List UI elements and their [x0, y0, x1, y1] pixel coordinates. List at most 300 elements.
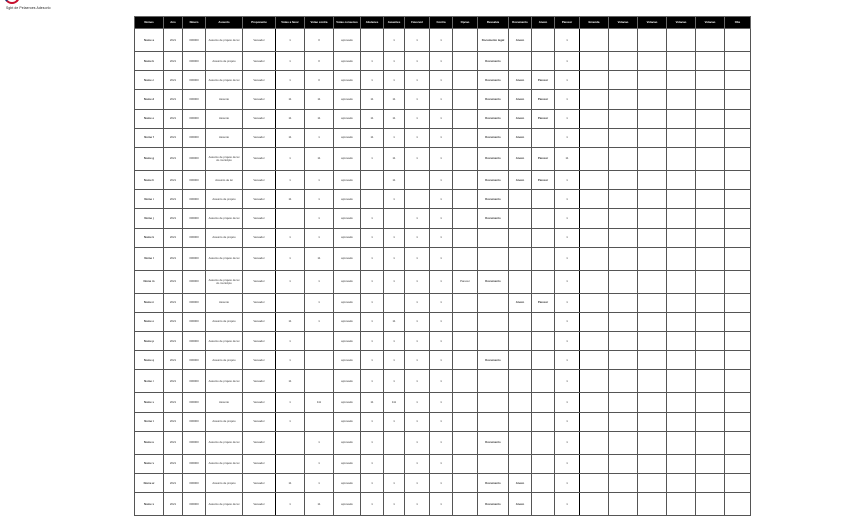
table-row	[135, 454, 751, 473]
table-cell: 1	[361, 351, 384, 370]
table-cell: 1	[276, 393, 305, 412]
table-cell	[696, 393, 725, 412]
table-cell: Assunto de projeto de lei do municipio	[206, 270, 243, 293]
table-cell	[696, 170, 725, 189]
table-cell	[696, 190, 725, 209]
table-cell: 0	[305, 52, 334, 71]
table-cell	[580, 228, 609, 247]
table-cell	[532, 128, 555, 147]
table-cell	[667, 247, 696, 270]
table-cell: 1	[430, 190, 453, 209]
table-cell: Vereador	[243, 474, 276, 493]
table-row	[135, 293, 751, 312]
column-header: Abstenes	[361, 17, 384, 29]
table-cell: 1	[430, 370, 453, 393]
table-cell: Assunto de projeto	[206, 312, 243, 331]
table-cell	[667, 412, 696, 431]
table-cell: Nome u	[135, 431, 164, 454]
table-cell: 1	[430, 312, 453, 331]
column-header: Ano	[164, 17, 183, 29]
table-cell: 000000	[183, 109, 206, 128]
table-cell	[478, 332, 509, 351]
table-cell: 1	[384, 474, 405, 493]
table-cell: 2021	[164, 52, 183, 71]
table-cell	[478, 412, 509, 431]
table-cell: 000000	[183, 209, 206, 228]
table-cell: 1	[384, 228, 405, 247]
table-cell: Nome m	[135, 270, 164, 293]
table-cell: 000000	[183, 270, 206, 293]
table-cell: 1	[384, 128, 405, 147]
table-cell: Nome v	[135, 454, 164, 473]
table-row	[135, 109, 751, 128]
table-cell: Nome k	[135, 228, 164, 247]
table-cell: 000000	[183, 147, 206, 170]
column-header: Votao a favor	[276, 17, 305, 29]
table-cell: Vereador	[243, 90, 276, 109]
table-cell	[453, 247, 478, 270]
table-cell	[532, 370, 555, 393]
table-cell: Assunto	[206, 293, 243, 312]
table-cell	[453, 128, 478, 147]
table-cell: 2021	[164, 247, 183, 270]
table-cell: 1	[361, 52, 384, 71]
table-cell	[361, 29, 384, 52]
table-cell	[609, 454, 638, 473]
table-cell	[580, 209, 609, 228]
table-cell: Documento	[478, 190, 509, 209]
table-cell	[638, 370, 667, 393]
column-header: Emenda	[580, 17, 609, 29]
table-cell: 1	[430, 247, 453, 270]
table-cell: Anexo	[509, 29, 532, 52]
table-cell: Vereador	[243, 454, 276, 473]
table-cell: Documento	[478, 170, 509, 189]
table-cell: Assunto de lei	[206, 170, 243, 189]
table-cell: 1	[361, 293, 384, 312]
column-header: Favorvel	[405, 17, 430, 29]
column-header: Obs	[725, 17, 751, 29]
table-cell	[696, 209, 725, 228]
column-header: Contra	[430, 17, 453, 29]
table-row	[135, 90, 751, 109]
table-cell	[696, 454, 725, 473]
table-cell: Parecer	[532, 90, 555, 109]
table-cell: 1	[430, 293, 453, 312]
table-cell: Documento	[478, 90, 509, 109]
table-cell: 1	[276, 270, 305, 293]
table-cell	[580, 332, 609, 351]
table-cell: 2021	[164, 90, 183, 109]
table-cell: 1	[361, 332, 384, 351]
table-cell	[696, 29, 725, 52]
table-cell	[532, 431, 555, 454]
table-cell: Vereador	[243, 247, 276, 270]
table-cell: 11	[384, 90, 405, 109]
table-cell: 000000	[183, 293, 206, 312]
table-cell	[453, 90, 478, 109]
table-cell: 1	[361, 209, 384, 228]
table-cell: Anexo	[509, 128, 532, 147]
table-cell	[609, 474, 638, 493]
table-cell	[725, 454, 751, 473]
table-cell: 1	[430, 71, 453, 90]
table-cell	[478, 247, 509, 270]
table-cell: 1	[555, 52, 580, 71]
table-cell: 1	[405, 431, 430, 454]
table-cell: Assunto	[206, 90, 243, 109]
table-cell	[509, 412, 532, 431]
table-cell: Nome q	[135, 351, 164, 370]
table-cell: 1	[384, 71, 405, 90]
table-cell	[609, 109, 638, 128]
table-cell: 1	[555, 474, 580, 493]
table-cell	[509, 454, 532, 473]
table-cell: 1	[555, 332, 580, 351]
table-cell: 000000	[183, 332, 206, 351]
table-cell: Assunto de projeto de lei	[206, 209, 243, 228]
table-cell: Vereador	[243, 190, 276, 209]
table-cell	[667, 270, 696, 293]
table-cell: 2021	[164, 293, 183, 312]
table-cell: 1	[276, 228, 305, 247]
table-cell	[638, 412, 667, 431]
table-cell: Assunto de projeto	[206, 228, 243, 247]
table-cell: 2021	[164, 412, 183, 431]
table-cell	[667, 370, 696, 393]
table-cell: 11	[384, 109, 405, 128]
table-cell	[725, 312, 751, 331]
table-cell: aprovado	[334, 454, 361, 473]
table-cell: Assunto de projeto	[206, 52, 243, 71]
table-cell	[478, 293, 509, 312]
table-cell	[305, 370, 334, 393]
table-cell: Documento	[478, 493, 509, 516]
table-cell: 1	[555, 29, 580, 52]
table-cell: Anexo	[509, 474, 532, 493]
table-cell: 1	[555, 247, 580, 270]
table-cell	[638, 209, 667, 228]
table-cell	[725, 393, 751, 412]
table-cell: Parecer	[532, 71, 555, 90]
table-cell: Nome x	[135, 493, 164, 516]
table-cell: Assunto de projeto de lei	[206, 493, 243, 516]
table-cell	[638, 351, 667, 370]
table-cell	[638, 431, 667, 454]
table-cell: 1	[384, 332, 405, 351]
table-cell: aprovado	[334, 474, 361, 493]
table-cell: 000000	[183, 393, 206, 412]
table-cell: aprovado	[334, 209, 361, 228]
table-cell: 1	[555, 431, 580, 454]
table-cell: 11	[276, 90, 305, 109]
table-cell: 1	[405, 71, 430, 90]
table-cell	[609, 147, 638, 170]
table-cell: 111	[305, 393, 334, 412]
table-cell	[609, 332, 638, 351]
table-cell: 2021	[164, 431, 183, 454]
table-cell: 0	[305, 29, 334, 52]
table-cell: 000000	[183, 247, 206, 270]
table-cell: 1	[555, 393, 580, 412]
table-cell	[453, 393, 478, 412]
table-cell: 1	[555, 71, 580, 90]
table-cell: 1	[305, 431, 334, 454]
table-cell: 1	[430, 493, 453, 516]
table-row	[135, 52, 751, 71]
table-cell: 1	[555, 128, 580, 147]
table-cell	[509, 190, 532, 209]
table-cell	[696, 247, 725, 270]
table-cell: 1	[430, 52, 453, 71]
table-row	[135, 147, 751, 170]
table-cell	[696, 270, 725, 293]
table-cell: 1	[405, 247, 430, 270]
table-cell: 11	[305, 90, 334, 109]
table-cell: 1	[276, 29, 305, 52]
table-cell: 2021	[164, 29, 183, 52]
column-header: Anexo	[532, 17, 555, 29]
table-cell	[609, 52, 638, 71]
table-cell: Vereador	[243, 29, 276, 52]
table-cell: Documento	[478, 209, 509, 228]
table-cell	[453, 351, 478, 370]
table-cell: 1	[430, 270, 453, 293]
table-cell: 1	[384, 190, 405, 209]
table-cell	[478, 454, 509, 473]
table-cell: aprovado	[334, 190, 361, 209]
table-cell: 1	[430, 454, 453, 473]
table-cell: Documento	[478, 431, 509, 454]
table-cell: aprovado	[334, 293, 361, 312]
table-cell: 1	[405, 293, 430, 312]
table-cell: 2021	[164, 209, 183, 228]
table-cell: 2021	[164, 393, 183, 412]
table-row	[135, 71, 751, 90]
table-cell	[609, 209, 638, 228]
table-cell	[532, 209, 555, 228]
table-cell: Nome t	[135, 412, 164, 431]
table-cell	[532, 474, 555, 493]
table-cell: Nome a	[135, 29, 164, 52]
table-cell	[276, 431, 305, 454]
table-cell: Vereador	[243, 128, 276, 147]
table-cell: 11	[305, 147, 334, 170]
table-cell: Nome s	[135, 393, 164, 412]
table-row	[135, 431, 751, 454]
table-cell	[580, 293, 609, 312]
table-cell: Nome o	[135, 312, 164, 331]
table-cell: 1	[405, 332, 430, 351]
table-cell: Documento	[478, 52, 509, 71]
table-cell	[725, 128, 751, 147]
table-cell: 1	[405, 454, 430, 473]
table-cell	[532, 493, 555, 516]
table-cell: 1	[361, 474, 384, 493]
table-cell: 2021	[164, 190, 183, 209]
table-cell: 1	[384, 52, 405, 71]
table-cell	[361, 170, 384, 189]
table-cell	[667, 209, 696, 228]
table-header-row	[135, 17, 751, 29]
table-cell: Nome n	[135, 293, 164, 312]
table-cell	[532, 190, 555, 209]
table-cell	[580, 351, 609, 370]
table-cell: 1	[555, 370, 580, 393]
table-cell: 1	[555, 109, 580, 128]
table-cell: 1	[430, 412, 453, 431]
table-cell: Assunto	[206, 393, 243, 412]
table-cell	[453, 431, 478, 454]
table-cell	[580, 128, 609, 147]
table-cell: Nome p	[135, 332, 164, 351]
table-cell: Anexo	[509, 147, 532, 170]
table-cell	[509, 270, 532, 293]
table-cell	[580, 493, 609, 516]
table-cell	[580, 454, 609, 473]
table-cell	[638, 332, 667, 351]
table-row	[135, 351, 751, 370]
table-cell	[696, 312, 725, 331]
table-cell: 1	[430, 332, 453, 351]
table-cell: 000000	[183, 71, 206, 90]
table-cell	[609, 431, 638, 454]
table-cell	[361, 190, 384, 209]
table-cell: Vereador	[243, 493, 276, 516]
table-cell: Assunto de projeto de lei	[206, 431, 243, 454]
table-cell: 11	[305, 493, 334, 516]
table-cell: Anexo	[509, 109, 532, 128]
table-cell	[638, 228, 667, 247]
table-cell: 11	[276, 109, 305, 128]
table-row	[135, 474, 751, 493]
table-cell	[509, 332, 532, 351]
table-cell	[609, 190, 638, 209]
table-cell: 000000	[183, 90, 206, 109]
table-cell: Vereador	[243, 312, 276, 331]
column-header: Ausentes	[384, 17, 405, 29]
table-cell	[609, 412, 638, 431]
table-cell: Assunto de projeto	[206, 474, 243, 493]
table-cell: aprovado	[334, 370, 361, 393]
table-cell	[609, 351, 638, 370]
table-cell	[453, 228, 478, 247]
table-cell	[725, 270, 751, 293]
table-cell	[696, 128, 725, 147]
table-cell	[478, 228, 509, 247]
table-row	[135, 247, 751, 270]
table-cell	[453, 454, 478, 473]
table-cell: 1	[276, 71, 305, 90]
table-cell: 1	[384, 493, 405, 516]
table-cell	[580, 29, 609, 52]
table-cell	[696, 412, 725, 431]
table-cell	[532, 52, 555, 71]
table-cell: Vereador	[243, 293, 276, 312]
table-cell	[509, 431, 532, 454]
table-cell	[532, 228, 555, 247]
table-cell: Nome h	[135, 170, 164, 189]
table-cell: 1	[555, 270, 580, 293]
table-cell	[453, 29, 478, 52]
table-cell	[405, 170, 430, 189]
table-cell	[696, 71, 725, 90]
table-cell: 11	[361, 393, 384, 412]
table-cell	[609, 293, 638, 312]
table-cell	[667, 71, 696, 90]
table-row	[135, 209, 751, 228]
table-cell: 1	[405, 412, 430, 431]
table-cell: Documento	[478, 71, 509, 90]
table-cell: 000000	[183, 412, 206, 431]
table-cell	[696, 90, 725, 109]
table-cell: Assunto de projeto de lei	[206, 29, 243, 52]
table-row	[135, 332, 751, 351]
table-cell: aprovado	[334, 52, 361, 71]
table-cell: 2021	[164, 71, 183, 90]
table-cell: 000000	[183, 170, 206, 189]
table-cell	[384, 454, 405, 473]
table-cell: 2021	[164, 332, 183, 351]
table-cell: 1	[555, 493, 580, 516]
table-cell	[384, 293, 405, 312]
table-cell	[667, 332, 696, 351]
table-cell: Vereador	[243, 147, 276, 170]
table-cell: 1	[276, 147, 305, 170]
table-cell: Parecer	[532, 170, 555, 189]
table-cell: 2021	[164, 454, 183, 473]
table-cell	[725, 228, 751, 247]
table-cell	[725, 412, 751, 431]
table-cell: 11	[555, 147, 580, 170]
table-cell	[453, 190, 478, 209]
table-cell: Nome j	[135, 209, 164, 228]
column-header: Nomes	[135, 17, 164, 29]
table-cell	[609, 270, 638, 293]
table-cell: 1	[305, 312, 334, 331]
table-cell	[609, 393, 638, 412]
column-header: Nmero	[183, 17, 206, 29]
table-cell: 000000	[183, 454, 206, 473]
table-cell: Assunto de projeto de lei	[206, 247, 243, 270]
table-cell: Documento	[478, 109, 509, 128]
table-cell	[580, 71, 609, 90]
table-cell: 1	[384, 29, 405, 52]
table-cell	[509, 312, 532, 331]
table-row	[135, 190, 751, 209]
table-cell	[667, 454, 696, 473]
table-cell	[478, 393, 509, 412]
table-cell	[725, 71, 751, 90]
table-cell	[580, 431, 609, 454]
table-cell	[453, 493, 478, 516]
table-cell	[609, 29, 638, 52]
table-cell	[509, 52, 532, 71]
table-row	[135, 370, 751, 393]
table-cell: 1	[405, 90, 430, 109]
table-cell: 1	[430, 90, 453, 109]
table-cell	[638, 128, 667, 147]
table-cell	[667, 431, 696, 454]
table-cell: aprovado	[334, 109, 361, 128]
table-cell: 11	[276, 128, 305, 147]
table-cell	[384, 209, 405, 228]
table-cell	[532, 351, 555, 370]
table-cell	[453, 52, 478, 71]
table-cell: 11	[361, 109, 384, 128]
table-cell: 1	[430, 431, 453, 454]
table-cell	[725, 109, 751, 128]
